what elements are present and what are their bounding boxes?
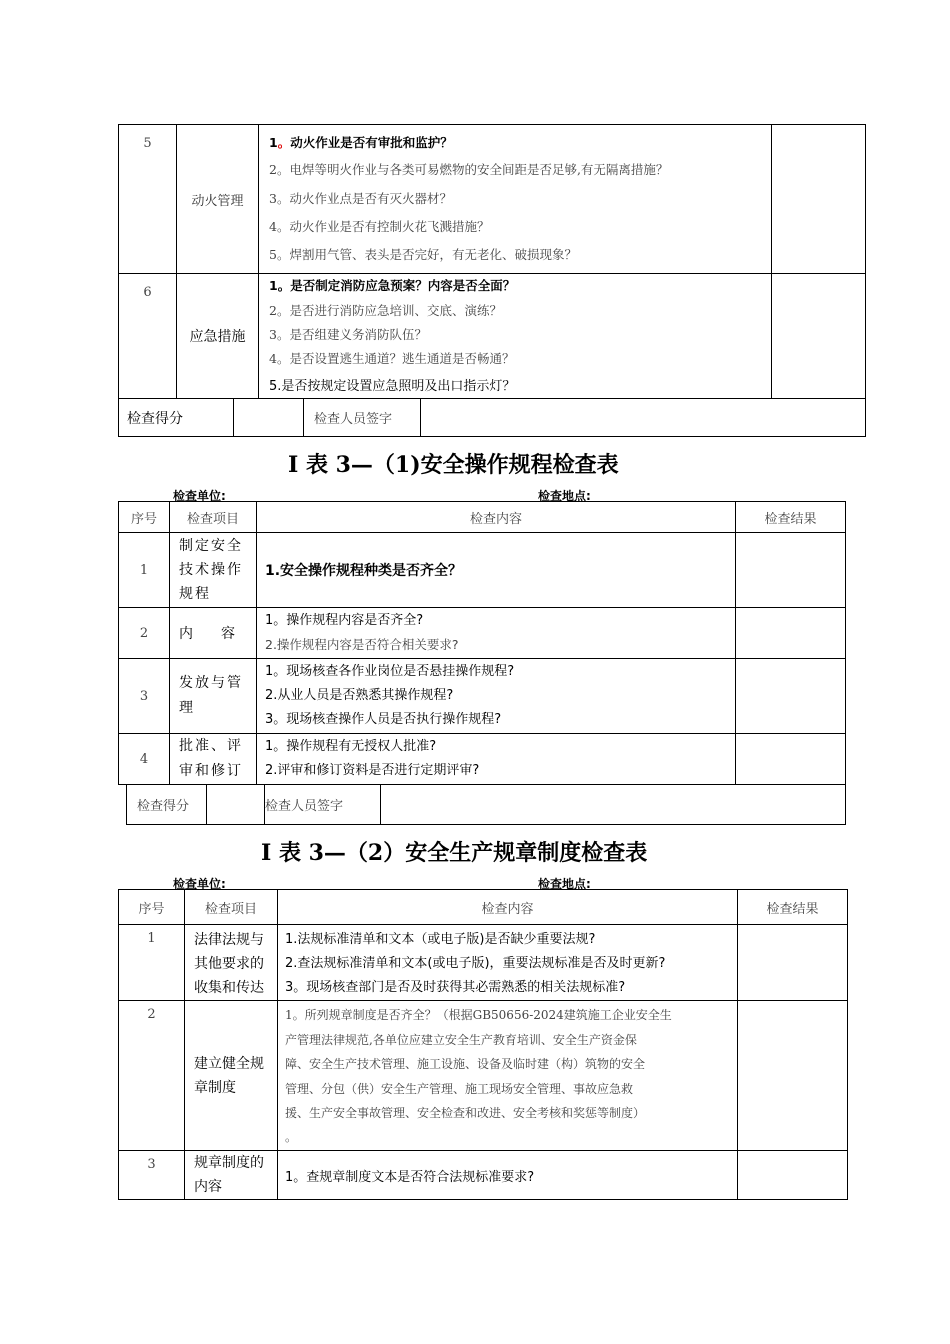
inspection-location-label: 检查地点:: [538, 877, 591, 891]
table-row: [119, 659, 846, 734]
table-row: [119, 1001, 848, 1151]
check-content: 1。查规章制度文本是否符合法规标准要求?: [278, 1151, 738, 1200]
table-title: Ⅰ 表 3—（2）安全生产规章制度检查表: [261, 840, 648, 866]
row-number: 2: [119, 608, 170, 659]
content-line: 3。是否组建义务消防队伍？: [269, 327, 427, 342]
check-item: 批准、评 审和修订: [170, 734, 257, 785]
check-result-cell[interactable]: [736, 608, 846, 659]
check-content: 1。操作规程内容是否齐全? 2.操作规程内容是否符合相关要求?: [257, 608, 736, 659]
sign-field[interactable]: [381, 785, 846, 825]
check-item: 规章制度的 内容: [185, 1151, 278, 1200]
row-number: 1: [119, 925, 185, 1001]
header-content: 检查内容: [257, 502, 736, 533]
check-item: 应急措施: [177, 274, 259, 399]
table-row: [119, 533, 846, 608]
check-content: [259, 125, 772, 274]
inspection-unit-label: 检查单位:: [173, 489, 226, 503]
content-line: 4。是否设置逃生通道？逃生通道是否畅通？: [269, 351, 515, 366]
table-row: [119, 274, 866, 399]
table-row: [119, 608, 846, 659]
operation-rules-footer: [126, 784, 846, 825]
content-line: 3。动火作业点是否有灭火器材？: [269, 191, 452, 206]
row-number: 3: [119, 1151, 185, 1200]
sign-label: 检查人员签字: [304, 399, 421, 437]
check-result-cell[interactable]: [736, 734, 846, 785]
row-number: 5: [119, 125, 177, 274]
check-item: 建立健全规 章制度: [185, 1001, 278, 1151]
check-item: 动火管理: [177, 125, 259, 274]
check-result-cell[interactable]: [736, 533, 846, 608]
table-row: [119, 1151, 848, 1200]
row-number: 2: [119, 1001, 185, 1151]
content-line: 5。焊割用气管、表头是否完好，有无老化、破损现象？: [269, 247, 577, 262]
table-row: [119, 734, 846, 785]
row-number: 4: [119, 734, 170, 785]
inspection-location-label: 检查地点:: [538, 489, 591, 503]
check-item: 法律法规与 其他要求的 收集和传达: [185, 925, 278, 1001]
header-no: 序号: [119, 890, 185, 925]
table-header-row: [119, 502, 846, 533]
header-result: 检查结果: [738, 890, 848, 925]
check-content: 1.法规标准清单和文本（或电子版)是否缺少重要法规? 2.查法规标准清单和文本(或电子版)，重要法规标准是否及时更新? 3。现场核查部门是否及时获得其必需熟悉的相关法规标准?: [278, 925, 738, 1001]
score-field[interactable]: [207, 785, 265, 825]
header-no: 序号: [119, 502, 170, 533]
table-row: [119, 125, 866, 274]
score-field[interactable]: [234, 399, 304, 437]
score-label: 检查得分: [127, 785, 207, 825]
content-line: 4。动火作业是否有控制火花飞溅措施？: [269, 219, 490, 234]
table-title: Ⅰ 表 3—（1)安全操作规程检查表: [288, 452, 619, 478]
sign-field[interactable]: [421, 399, 866, 437]
content-line: 1。是否制定消防应急预案？内容是否全面？: [269, 278, 516, 293]
header-content: 检查内容: [278, 890, 738, 925]
fire-safety-table: [118, 124, 866, 399]
header-item: 检查项目: [185, 890, 278, 925]
check-result-cell[interactable]: [738, 925, 848, 1001]
table-row: [119, 925, 848, 1001]
check-item: 制定安全 技术操作 规程: [170, 533, 257, 608]
check-result-cell[interactable]: [772, 125, 866, 274]
operation-rules-table: [118, 501, 846, 785]
row-number: 3: [119, 659, 170, 734]
header-item: 检查项目: [170, 502, 257, 533]
check-result-cell[interactable]: [772, 274, 866, 399]
check-content: 1。操作规程有无授权人批准? 2.评审和修订资料是否进行定期评审?: [257, 734, 736, 785]
content-line: 2。是否进行消防应急培训、交底、演练？: [269, 303, 502, 318]
header-result: 检查结果: [736, 502, 846, 533]
content-line: 5.是否按规定设置应急照明及出口指示灯？: [269, 379, 516, 394]
inspection-unit-label: 检查单位:: [173, 877, 226, 891]
fire-safety-footer: [118, 398, 866, 437]
check-item: 内 容: [170, 608, 257, 659]
content-line: 1。动火作业是否有审批和监护？: [269, 135, 453, 150]
check-result-cell[interactable]: [738, 1001, 848, 1151]
row-number: 1: [119, 533, 170, 608]
check-content: 1.安全操作规程种类是否齐全？: [257, 533, 736, 608]
safety-regulations-table: [118, 889, 848, 1200]
check-item: 发放与管 理: [170, 659, 257, 734]
table-header-row: [119, 890, 848, 925]
score-label: 检查得分: [119, 399, 234, 437]
row-number: 6: [119, 274, 177, 399]
sign-label: 检查人员签字: [265, 785, 381, 825]
check-content: 1。现场核查各作业岗位是否悬挂操作规程? 2.从业人员是否熟悉其操作规程? 3。现场核查操作人员是否执行操作规程?: [257, 659, 736, 734]
check-content: [259, 274, 772, 399]
check-result-cell[interactable]: [736, 659, 846, 734]
content-line: 2。电焊等明火作业与各类可易燃物的安全间距是否足够,有无隔离措施？: [269, 162, 669, 177]
check-content: 1。所列规章制度是否齐全？（根据GB50656-2024建筑施工企业安全生 产管理法律规范,各单位应建立安全生产教育培训、安全生产资金保 障、安全生产技术管理、施工设施、设备及临时建（构）筑物的安全 管理、分包（供）安全生产管理、施工现场安全管理、事故应急救 援、生产安全事故管理、安全检查和改进、安全考核和奖惩等制度） 。: [278, 1001, 738, 1151]
check-result-cell[interactable]: [738, 1151, 848, 1200]
